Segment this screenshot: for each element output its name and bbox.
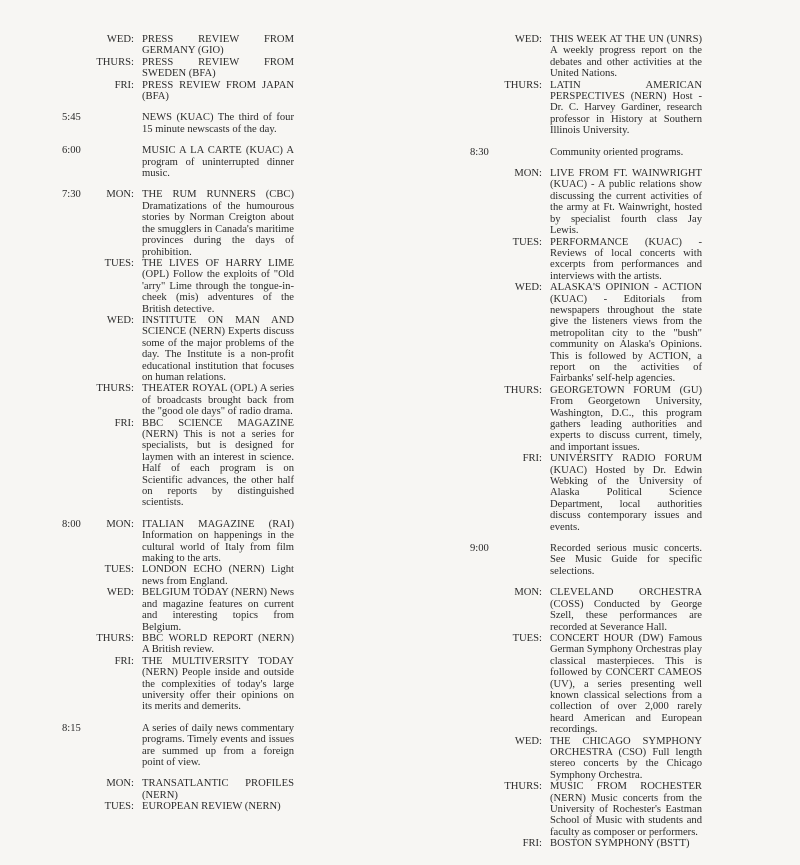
- schedule-entry: [62, 723, 294, 769]
- time-slot: [62, 418, 88, 509]
- program-description: THIS WEEK AT THE UN (UNRS) A weekly progress report on the debates and other activities at the United Nations.: [550, 34, 702, 80]
- day-label: MON:: [514, 587, 542, 599]
- schedule-entry: [470, 543, 702, 577]
- day-label: WED:: [514, 34, 542, 45]
- schedule-entry: [62, 656, 294, 713]
- program-description: ALASKA'S OPINION - ACTION (KUAC) - Editorials from newspapers throughout the state give the listeners views from the metropolitan city to the "bush" community on Alaska's Opinions. This is followed by ACTION, a report on the activities of Fairbanks' self-help agencies.: [550, 282, 702, 385]
- time-slot: [62, 34, 88, 57]
- program-description: NEWS (KUAC) The third of four 15 minute newscasts of the day.: [142, 112, 294, 135]
- schedule-entry: [62, 315, 294, 383]
- program-description: THEATER ROYAL (OPL) A series of broadcasts brought back from the "good ole days" of radio drama.: [142, 383, 294, 418]
- program-description: PERFORMANCE (KUAC) - Reviews of local concerts with excerpts from performances and interviews with the artists.: [550, 236, 702, 282]
- time-slot: [470, 633, 496, 736]
- day-label: WED:: [106, 34, 134, 45]
- schedule-entry: [62, 258, 294, 315]
- spacer: [62, 768, 294, 778]
- schedule-entry: [470, 168, 702, 236]
- spacer: [62, 509, 294, 519]
- program-description: CLEVELAND ORCHESTRA (COSS) Conducted by George Szell, these performances are recorded at Severance Hall.: [550, 587, 702, 633]
- schedule-entry: [62, 57, 294, 80]
- spacer: [62, 102, 294, 112]
- time-slot: [470, 237, 496, 283]
- schedule-entry: [62, 633, 294, 656]
- schedule-entry: [62, 587, 294, 633]
- time-slot: [62, 258, 88, 315]
- day-label: THURS:: [504, 79, 542, 91]
- schedule-entry: [470, 453, 702, 533]
- time-slot: 7:30: [62, 189, 81, 201]
- program-description: BBC SCIENCE MAGAZINE (NERN) This is not a series for specialists, but is designed for laymen with an interest in science. Half of each program is on Scientific advances, the other half on reports by distinguished scientists.: [142, 417, 294, 509]
- program-description: PRESS REVIEW FROM GERMANY (GIO): [142, 34, 294, 57]
- program-description: TRANSATLANTIC PROFILES (NERN): [142, 778, 294, 801]
- spacer: [470, 158, 702, 168]
- day-label: [496, 147, 550, 158]
- left-column: [62, 34, 294, 813]
- time-slot: [470, 838, 496, 849]
- schedule-entry: [470, 147, 702, 158]
- day-label: WED:: [514, 282, 542, 294]
- time-slot: [470, 587, 496, 633]
- program-description: BELGIUM TODAY (NERN) News and magazine features on current and interesting topics from Belgium.: [142, 587, 294, 633]
- day-label: MON:: [514, 168, 542, 180]
- program-description: PRESS REVIEW FROM SWEDEN (BFA): [142, 56, 294, 80]
- day-label: FRI:: [522, 838, 542, 850]
- day-label: FRI:: [522, 453, 542, 465]
- schedule-entry: [470, 34, 702, 80]
- time-slot: [470, 385, 496, 453]
- day-label: WED:: [106, 587, 134, 599]
- schedule-entry: [62, 80, 294, 103]
- day-label: TUES:: [512, 236, 542, 248]
- schedule-entry: [62, 112, 294, 135]
- time-slot: 5:45: [62, 112, 81, 124]
- schedule-entry: [470, 237, 702, 283]
- time-slot: [62, 80, 88, 103]
- program-description: A series of daily news commentary programs. Timely events and issues are summed up from a foreign point of view.: [142, 722, 294, 768]
- program-description: Recorded serious music concerts. See Music Guide for specific selections.: [550, 543, 702, 577]
- schedule-entry: [470, 282, 702, 385]
- day-label: FRI:: [114, 417, 134, 429]
- program-description: PRESS REVIEW FROM JAPAN (BFA): [142, 79, 294, 103]
- time-slot: [62, 315, 88, 383]
- program-description: THE LIVES OF HARRY LIME (OPL) Follow the exploits of "Old 'arry" Lime through the tongue-in-cheek (mis) adventures of the British detective.: [142, 257, 294, 315]
- time-slot: [62, 587, 88, 633]
- spacer: [62, 179, 294, 189]
- day-label: [88, 112, 142, 135]
- day-label: THURS:: [96, 383, 134, 395]
- program-description: ITALIAN MAGAZINE (RAI) Information on happenings in the cultural world of Italy from film making to the arts.: [142, 518, 294, 565]
- program-description: INSTITUTE ON MAN AND SCIENCE (NERN) Experts discuss some of the major problems of the day. The Institute is a non-profit educational institution that focuses on human relations.: [142, 314, 294, 383]
- day-label: THURS:: [96, 56, 134, 68]
- time-slot: [470, 34, 496, 80]
- schedule-entry: [62, 145, 294, 179]
- program-description: CONCERT HOUR (DW) Famous German Symphony Orchestras play classical masterpieces. This is followed by CONCERT CAMEOS (UV), a series presenting well known classical selections from a collection of over 2,000 rarely heard American and European recordings.: [550, 632, 702, 736]
- day-label: THURS:: [96, 632, 134, 644]
- schedule-entry: [62, 519, 294, 565]
- day-label: MON:: [106, 189, 134, 201]
- schedule-entry: [62, 564, 294, 587]
- time-slot: [62, 57, 88, 80]
- day-label: TUES:: [512, 632, 542, 644]
- schedule-entry: [62, 34, 294, 57]
- time-slot: [470, 736, 496, 782]
- day-label: [88, 145, 142, 179]
- time-slot: 9:00: [470, 543, 489, 555]
- time-slot: [62, 656, 88, 713]
- day-label: THURS:: [504, 384, 542, 396]
- schedule-entry: [470, 633, 702, 736]
- program-description: BBC WORLD REPORT (NERN) A British review.: [142, 632, 294, 656]
- schedule-entry: [62, 189, 294, 257]
- day-label: [88, 723, 142, 769]
- program-description: LIVE FROM FT. WAINWRIGHT (KUAC) - A public relations show discussing the current activities of the army at Ft. Wainwright, hosted by specialist fourth class Jay Lewis.: [550, 168, 702, 237]
- time-slot: [470, 282, 496, 385]
- spacer: [62, 135, 294, 145]
- schedule-entry: [62, 383, 294, 417]
- schedule-entry: [470, 385, 702, 453]
- spacer: [470, 533, 702, 543]
- program-description: MUSIC A LA CARTE (KUAC) A program of uninterrupted dinner music.: [142, 145, 294, 180]
- right-column: [470, 34, 702, 850]
- program-description: THE RUM RUNNERS (CBC) Dramatizations of the humourous stories by Norman Creigton about the smugglers in Canada's maritime provinces during the days of prohibition.: [142, 189, 294, 258]
- time-slot: [470, 453, 496, 533]
- day-label: WED:: [106, 314, 134, 326]
- time-slot: 6:00: [62, 145, 81, 157]
- day-label: WED:: [514, 735, 542, 747]
- time-slot: [62, 778, 88, 801]
- schedule-entry: [470, 80, 702, 137]
- program-description: LONDON ECHO (NERN) Light news from England.: [142, 564, 294, 587]
- day-label: TUES:: [104, 564, 134, 576]
- day-label: THURS:: [504, 781, 542, 793]
- schedule-entry: [62, 418, 294, 509]
- day-label: FRI:: [114, 655, 134, 667]
- time-slot: [62, 801, 88, 812]
- day-label: TUES:: [104, 257, 134, 269]
- time-slot: [62, 633, 88, 656]
- schedule-entry: [470, 587, 702, 633]
- spacer: [62, 713, 294, 723]
- time-slot: [470, 80, 496, 137]
- spacer: [470, 137, 702, 147]
- spacer: [470, 577, 702, 587]
- program-description: GEORGETOWN FORUM (GU) From Georgetown University, Washington, D.C., this program gathers leading authorities and experts to discuss current, timely, and important issues.: [550, 384, 702, 453]
- time-slot: [62, 383, 88, 417]
- time-slot: 8:00: [62, 518, 81, 530]
- day-label: MON:: [106, 518, 134, 530]
- day-label: MON:: [106, 778, 134, 790]
- program-description: THE MULTIVERSITY TODAY (NERN) People inside and outside the complexities of today's large university offer their opinions on its merits and demerits.: [142, 655, 294, 713]
- time-slot: [470, 781, 496, 838]
- program-description: Community oriented programs.: [550, 146, 684, 158]
- program-description: UNIVERSITY RADIO FORUM (KUAC) Hosted by Dr. Edwin Webking of the University of Alaska Political Science Department, local authorities discuss contemporary issues and events.: [550, 453, 702, 533]
- schedule-entry: [470, 736, 702, 782]
- day-label: TUES:: [104, 801, 134, 813]
- time-slot: 8:30: [470, 146, 489, 158]
- program-description: BOSTON SYMPHONY (BSTT): [550, 838, 690, 850]
- time-slot: 8:15: [62, 722, 81, 734]
- time-slot: [62, 564, 88, 587]
- schedule-entry: [62, 778, 294, 801]
- program-description: THE CHICAGO SYMPHONY ORCHESTRA (CSO) Full length stereo concerts by the Chicago Symphony Orchestra.: [550, 735, 702, 781]
- schedule-entry: [470, 838, 702, 849]
- program-description: EUROPEAN REVIEW (NERN): [142, 801, 281, 813]
- schedule-entry: [62, 801, 294, 812]
- day-label: [496, 543, 550, 577]
- schedule-entry: [470, 781, 702, 838]
- time-slot: [470, 168, 496, 236]
- program-description: LATIN AMERICAN PERSPECTIVES (NERN) Host - Dr. C. Harvey Gardiner, research professor in History at Southern Illinois University.: [550, 79, 702, 137]
- day-label: FRI:: [114, 79, 134, 91]
- program-description: MUSIC FROM ROCHESTER (NERN) Music concerts from the University of Rochester's Eastman School of Music with students and faculty as composer or performers.: [550, 781, 702, 838]
